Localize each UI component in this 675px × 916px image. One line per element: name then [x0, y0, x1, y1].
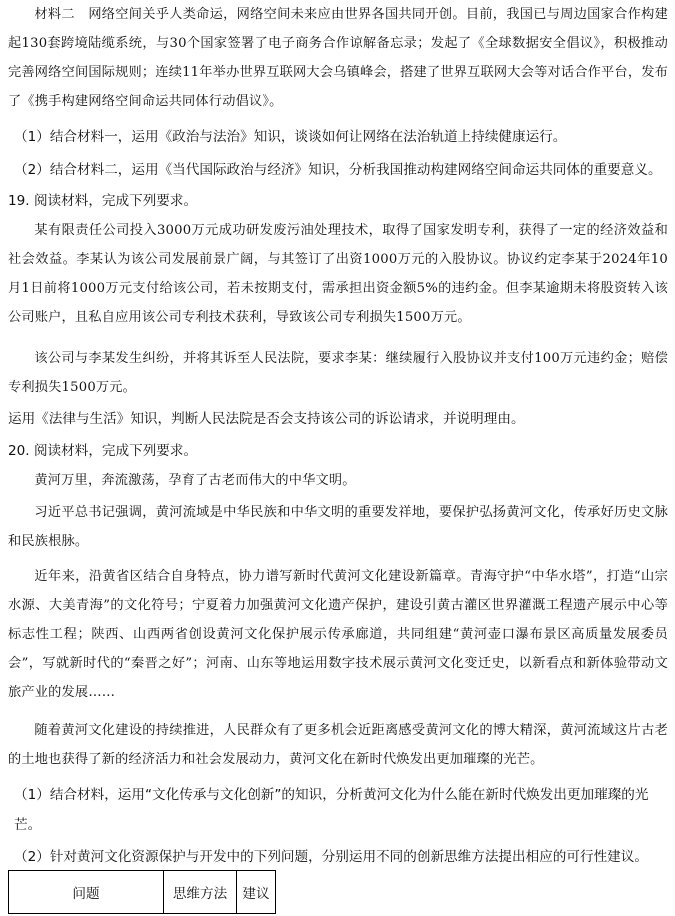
q20-material-paragraph-3: 近年来，沿黄省区结合自身特点，协力谱写新时代黄河文化建设新篇章。青海守护“中华水塔”，打造“山宗水源、大美青海”的文化符号；宁夏着力加强黄河文化遗产保护，建设引黄古灌区世界灌溉工程遗产展示中心等标志性工程；陕西、山西两省创设黄河文化保护展示传承廊道，共同组建“黄河壶口瀑布景区高质量发展委员会”，写就新时代的“秦晋之好”；河南、山东等地运用数字技术展示黄河文化变迁史，以新看点和新体验带动文旅产业的发展……: [8, 569, 668, 700]
q19-material-paragraph-1: 某有限责任公司投入3000万元成功研发废污油处理技术，取得了国家发明专利，获得了一定的经济效益和社会效益。李某认为该公司发展前景广阔，与其签订了出资1000万元的入股协议。协议约定李某于2024年10月1日前将1000万元支付给该公司，若未按期支付，需承担出资金额5%的违约金。但李某逾期未将股资转入该公司账户，且私自应用该公司专利技术获利，导致该公司专利损失1500万元。: [8, 223, 668, 325]
q20-header: 20. 阅读材料，完成下列要求。: [8, 443, 198, 459]
q20-material-paragraph-2: 习近平总书记强调，黄河流域是中华民族和中华文明的重要发祥地，要保护弘扬黄河文化，传承好历史文脉和民族根脉。: [8, 505, 668, 549]
table-header-suggestion: 建议: [237, 871, 276, 914]
q20-subquestion-1: （1）结合材料，运用“文化传承与文化创新”的知识，分析黄河文化为什么能在新时代焕发出更加璀璨的光芒。: [14, 787, 649, 833]
q19-header: 19. 阅读材料，完成下列要求。: [8, 193, 198, 209]
q20-material-paragraph-4: 随着黄河文化建设的持续推进，人民群众有了更多机会近距离感受黄河文化的博大精深，黄河流域这片古老的土地也获得了新的经济活力和社会发展动力，黄河文化在新时代焕发出更加璀璨的光芒。: [8, 723, 668, 767]
q18-subquestion-2: （2）结合材料二，运用《当代国际政治与经济》知识，分析我国推动构建网络空间命运共同体的重要意义。: [14, 162, 662, 178]
q19-question: 运用《法律与生活》知识，判断人民法院是否会支持该公司的诉讼请求，并说明理由。: [8, 411, 525, 427]
q20-material-paragraph-1: 黄河万里，奔流激荡，孕育了古老而伟大的中华文明。: [34, 473, 356, 488]
q18-subquestion-1: （1）结合材料一，运用《政治与法治》知识，谈谈如何让网络在法治轨道上持续健康运行。: [14, 129, 567, 145]
table-header-thinking-method: 思维方法: [164, 871, 237, 914]
q19-material-paragraph-2: 该公司与李某发生纠纷，并将其诉至人民法院，要求李某：继续履行入股协议并支付100万元违约金；赔偿专利损失1500万元。: [8, 351, 668, 395]
problem-method-suggestion-table: [8, 870, 276, 914]
material-two-paragraph: 材料二 网络空间关乎人类命运，网络空间未来应由世界各国共同开创。目前，我国已与周边国家合作构建起130套跨境陆缆系统，与30个国家签署了电子商务合作谅解备忘录；发起了《全球数据安全倡议》，积极推动完善网络空间国际规则；连续11年举办世界互联网大会乌镇峰会，搭建了世界互联网大会等对话合作平台，发布了《携手构建网络空间命运共同体行动倡议》。: [8, 7, 668, 109]
table-header-row: [9, 871, 276, 914]
q20-subquestion-2: （2）针对黄河文化资源保护与开发中的下列问题，分别运用不同的创新思维方法提出相应的可行性建议。: [14, 849, 648, 865]
table-header-problem: 问题: [9, 871, 164, 914]
